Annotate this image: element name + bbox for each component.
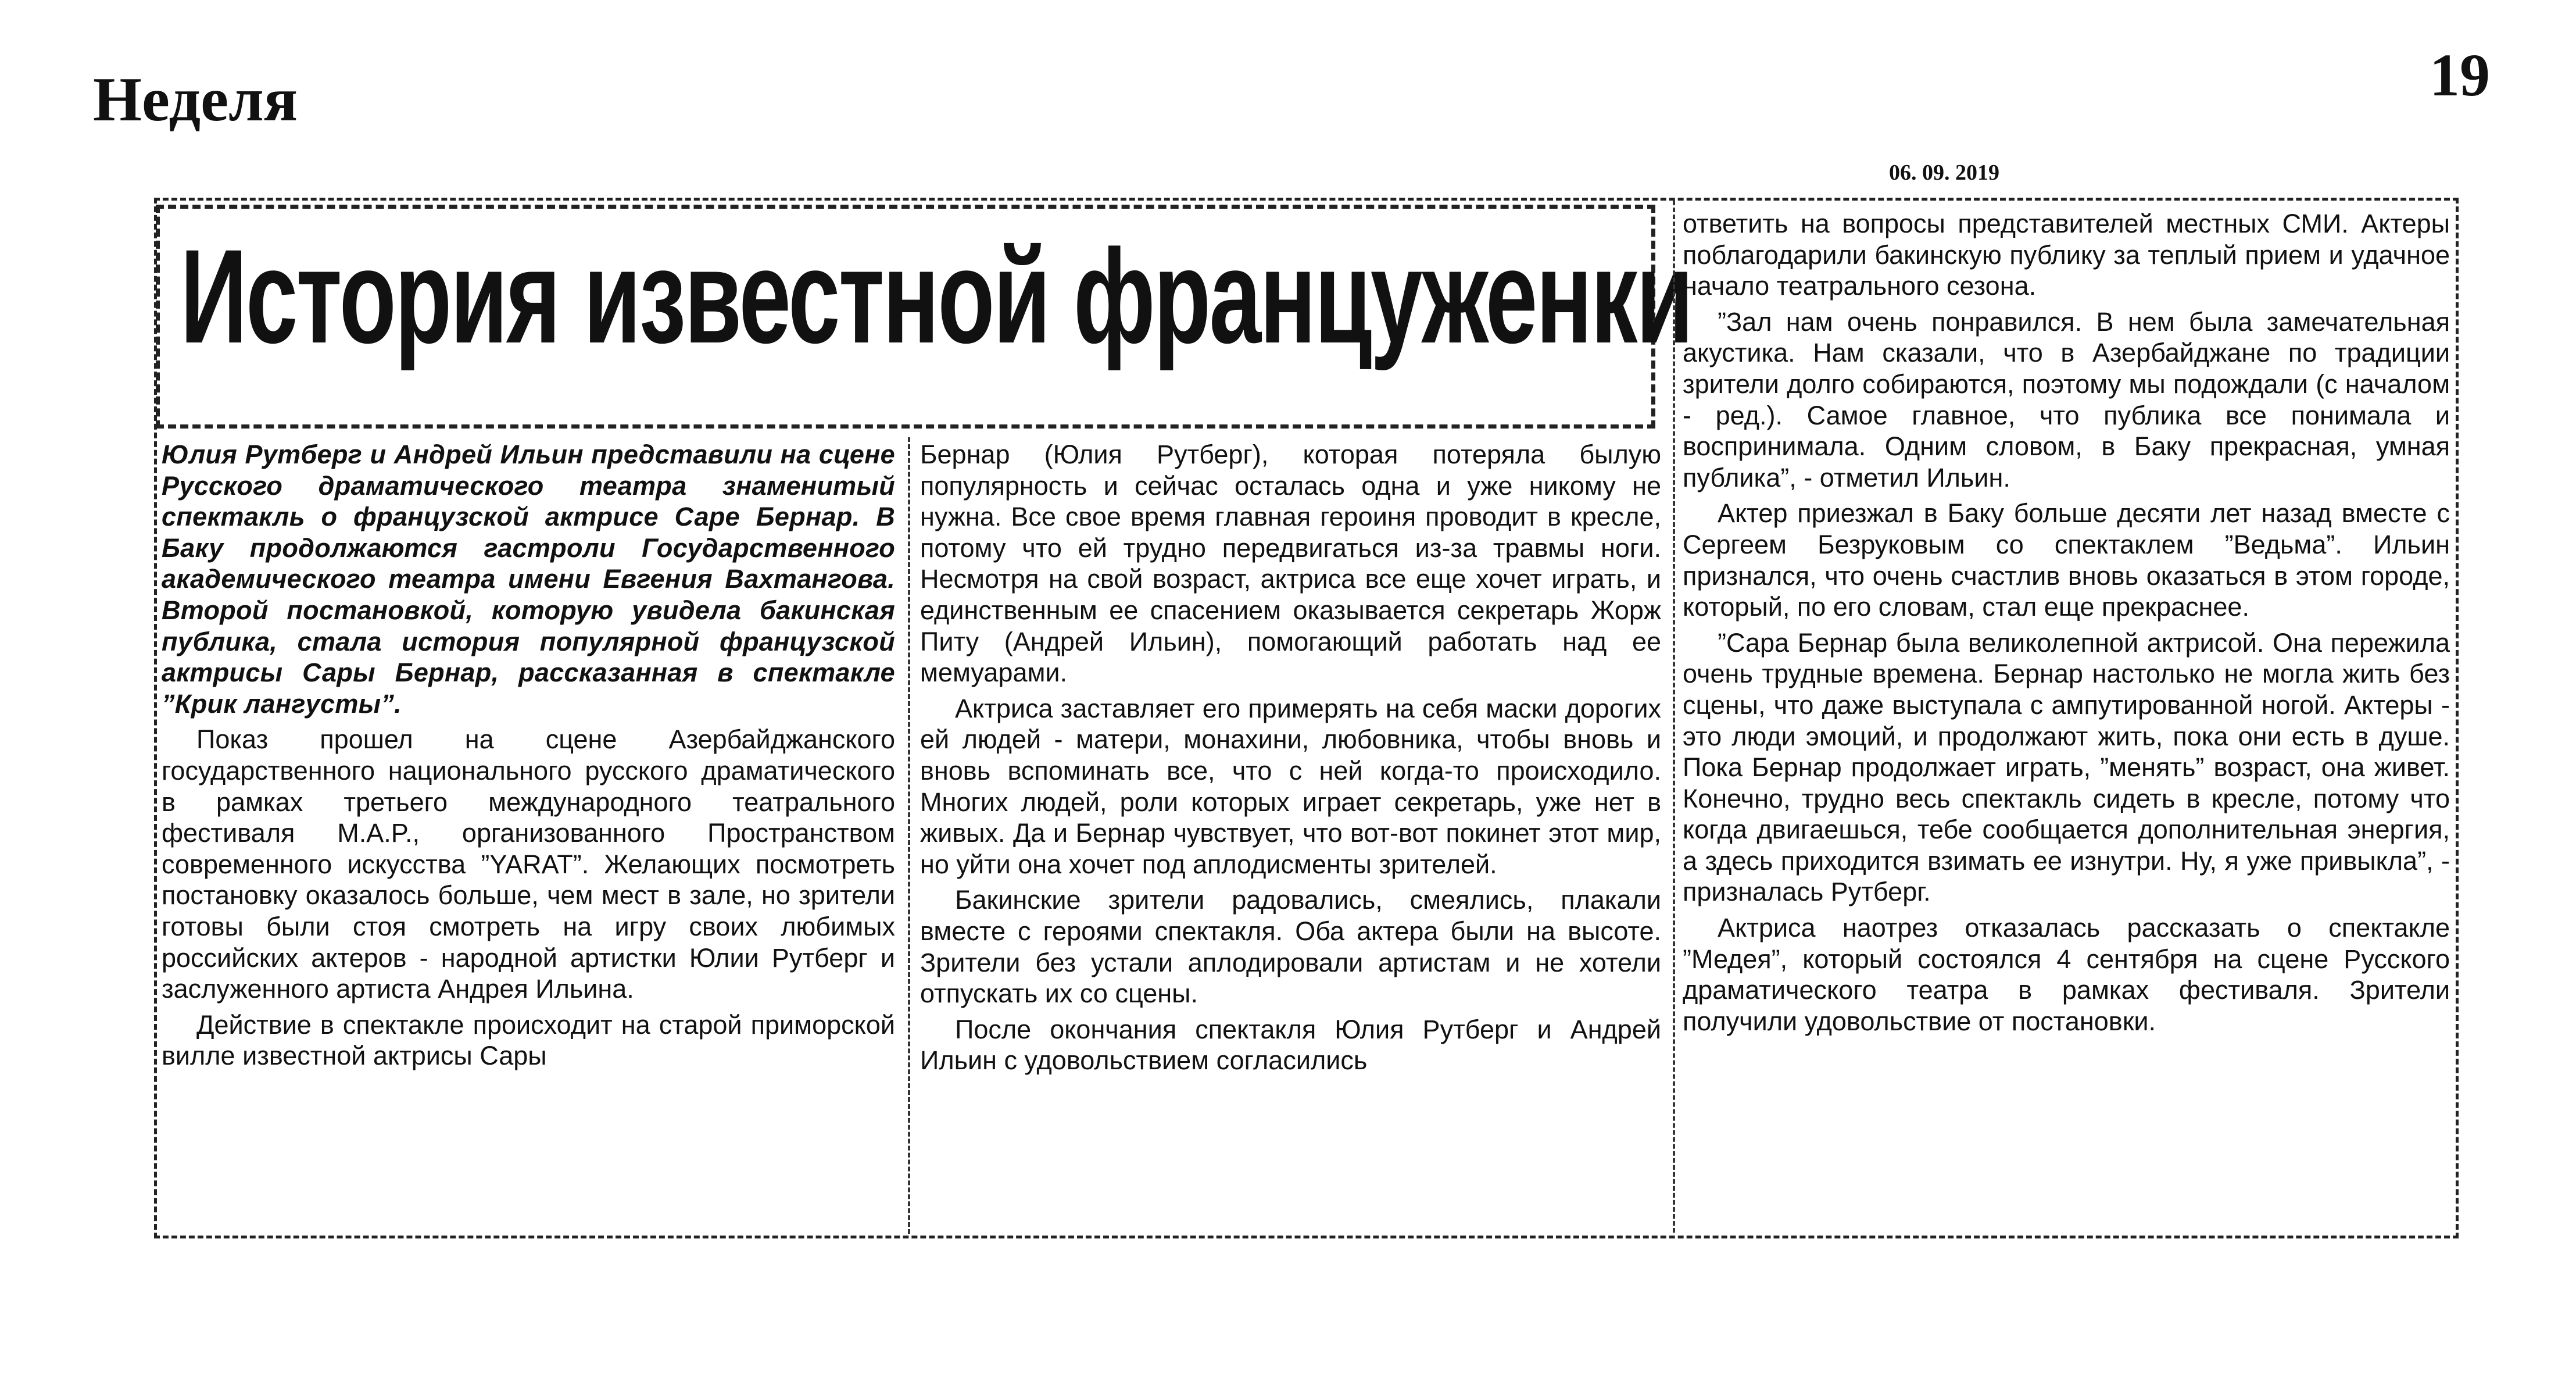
article-paragraph: ”Сара Бернар была великолепной актрисой. Она пережила очень трудные времена. Бернар настолько не могла жить без сцены, что даже выступала с ампутированной ногой. Актеры - это люди эмоций, и продолжают жить, пока они есть в душе. Пока Бернар продолжает играть, ”менять” возраст, она живет. Конечно, трудно весь спектакль сидеть в кресле, потому что когда двигаешься, тебе сообщается дополнительная энергия, а здесь приходится взимать ее изнутри. Ну, я уже привыкла”, - призналась Рутберг. xyxy=(1683,627,2450,907)
article-headline: История известной француженки xyxy=(180,222,1692,371)
publication-date: 06. 09. 2019 xyxy=(1889,160,1999,185)
publication-name: Неделя xyxy=(93,65,298,134)
article-column-2 xyxy=(920,439,1661,1081)
page-number: 19 xyxy=(2430,42,2490,109)
article-lead: Юлия Рутберг и Андрей Ильин представили на сцене Русского драматического театра знаменитый спектакль о французской актрисе Саре Бернар. В Баку продолжаются гастроли Государственного академического театра имени Евгения Вахтангова. Второй постановкой, которую увидела бакинская публика, стала история популярной французской актрисы Сары Бернар, рассказанная в спектакле ”Крик лангусты”. xyxy=(162,440,895,719)
article-paragraph: Актриса наотрез отказалась рассказать о спектакле ”Медея”, который состоялся 4 сентября на сцене Русского драматического театра в рамках фестиваля. Зрители получили удовольствие от постановки. xyxy=(1683,913,2450,1036)
article-paragraph: Действие в спектакле происходит на старой приморской вилле известной актрисы Сары xyxy=(162,1009,895,1071)
column-separator xyxy=(1673,201,1675,1233)
article-paragraph: После окончания спектакля Юлия Рутберг и Андрей Ильин с удовольствием согласились xyxy=(920,1014,1661,1076)
article-paragraph: Показ прошел на сцене Азербайджанского государственного национального русского драматического в рамках третьего международного театрального фестиваля M.A.P., организованного Пространством современного искусства ”YARAT”. Желающих посмотреть постановку оказалось больше, чем мест в зале, но зрители готовы были стоя смотреть на игру своих любимых российских актеров - народной артистки Юлии Рутберг и заслуженного артиста Андрея Ильина. xyxy=(162,724,895,1004)
article-paragraph: ”Зал нам очень понравился. В нем была замечательная акустика. Нам сказали, что в Азербайджане по традиции зрители долго собираются, поэтому мы подождали (с началом - ред.). Самое главное, что публика все понимала и воспринимала. Одним словом, в Баку прекрасная, умная публика”, - отметил Ильин. xyxy=(1683,306,2450,492)
article-column-3 xyxy=(1683,208,2450,1041)
article-paragraph: Актриса заставляет его примерять на себя маски дорогих ей людей - матери, монахини, любовника, чтобы вновь и вновь вспоминать все, что с ней когда-то происходило. Многих людей, роли которых играет секретарь, уже нет в живых. Да и Бернар чувствует, что вот-вот покинет этот мир, но уйти она хочет под аплодисменты зрителей. xyxy=(920,693,1661,879)
article-paragraph: Актер приезжал в Баку больше десяти лет назад вместе с Сергеем Безруковым со спектаклем ”Ведьма”. Ильин признался, что очень счастлив вновь оказаться в этом городе, который, по его словам, стал еще прекраснее. xyxy=(1683,498,2450,622)
article-paragraph: Бакинские зрители радовались, смеялись, плакали вместе с героями спектакля. Оба актера были на высоте. Зрители без устали аплодировали артистам и не хотели отпускать их со сцены. xyxy=(920,885,1661,1009)
article-column-1 xyxy=(162,439,895,1076)
article-paragraph: Бернар (Юлия Рутберг), которая потеряла былую популярность и сейчас осталась одна и уже никому не нужна. Все свое время главная героиня проводит в кресле, потому что ей трудно передвигаться из-за травмы ноги. Несмотря на свой возраст, актриса все еще хочет играть, и единственным ее спасением оказывается секретарь Жорж Питу (Андрей Ильин), помогающий работать над ее мемуарами. xyxy=(920,440,1661,688)
column-separator xyxy=(908,437,910,1234)
article-paragraph: ответить на вопросы представителей местных СМИ. Актеры поблагодарили бакинскую публику за теплый прием и удачное начало театрального сезона. xyxy=(1683,209,2450,301)
